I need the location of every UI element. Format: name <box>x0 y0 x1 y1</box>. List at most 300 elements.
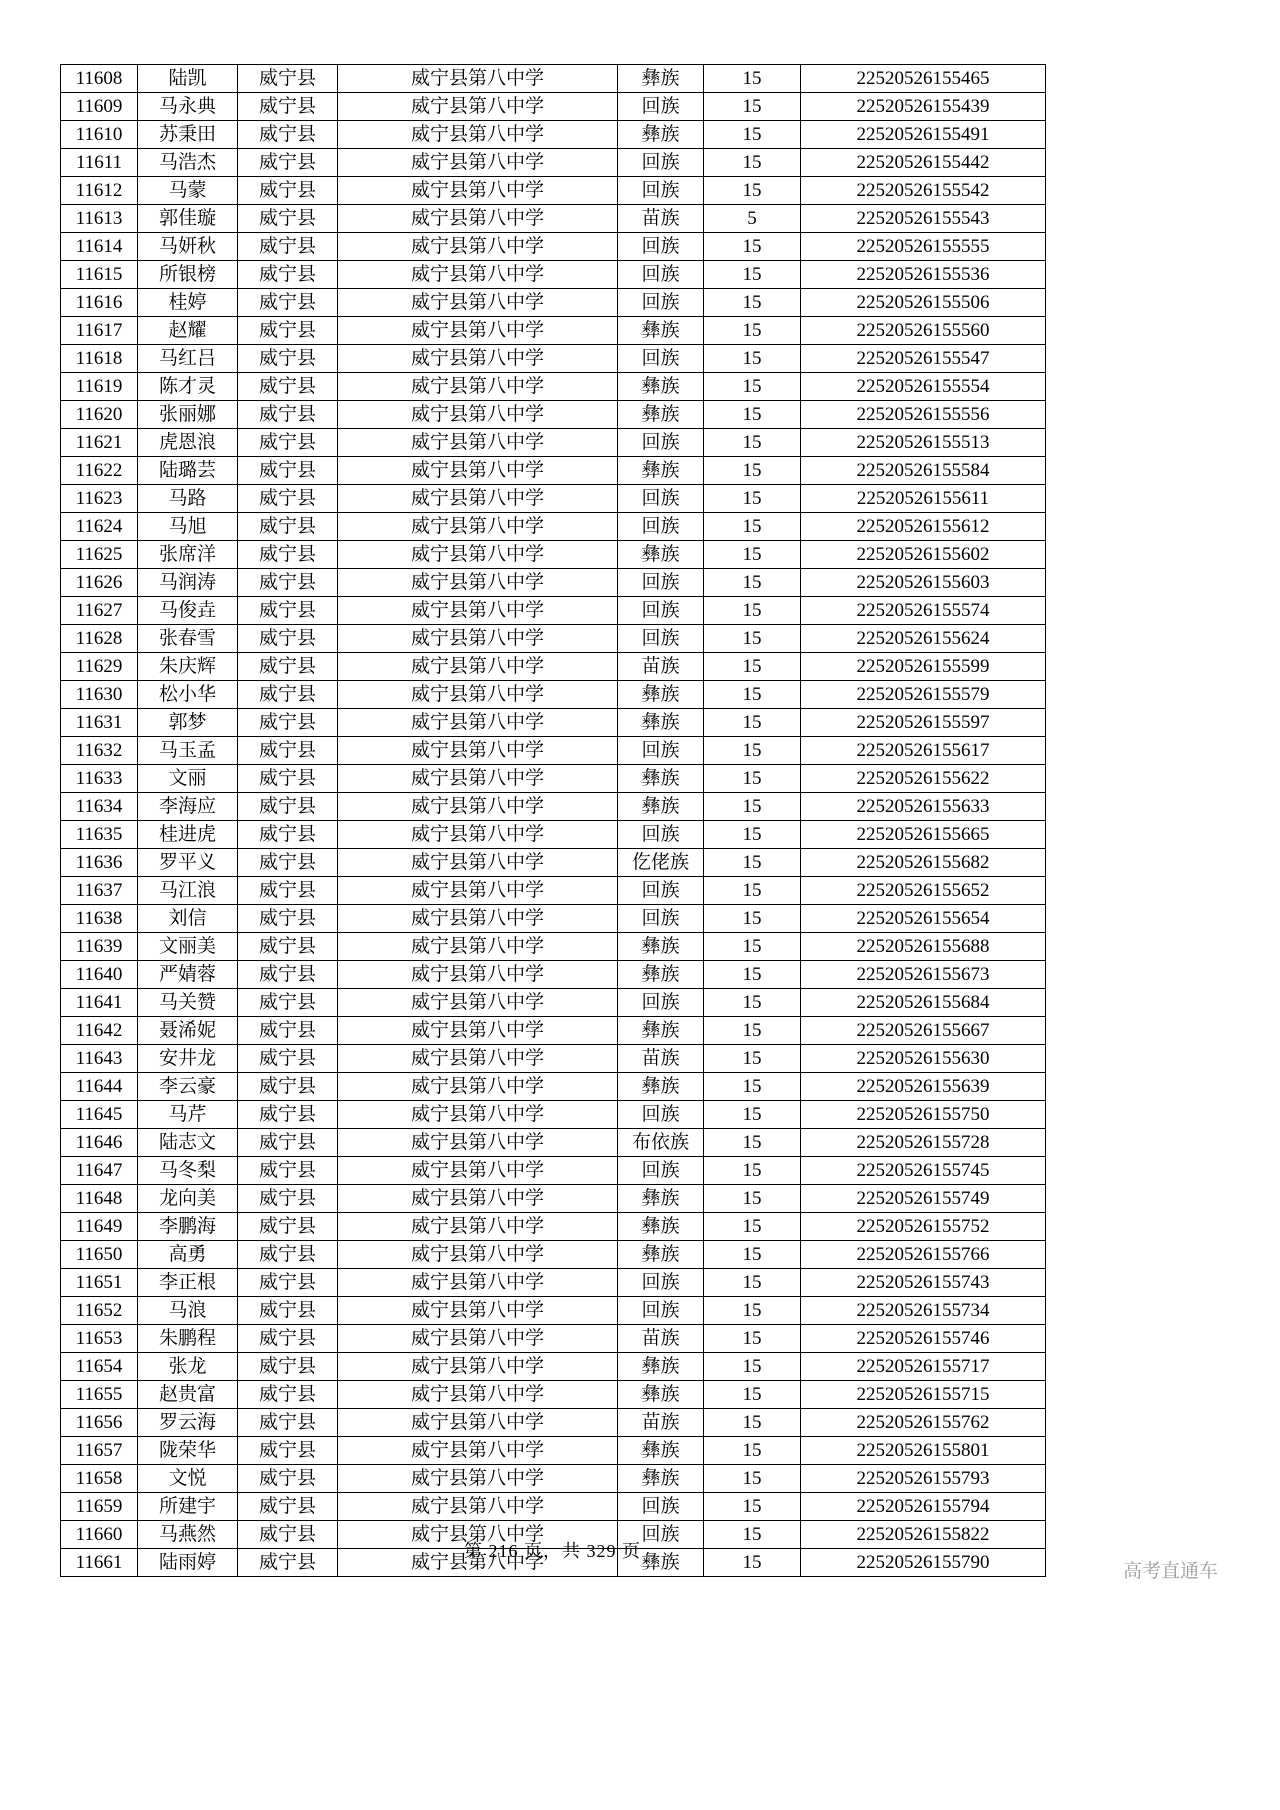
table-row <box>61 1325 1046 1353</box>
table-row <box>61 1073 1046 1101</box>
table-row <box>61 1129 1046 1157</box>
county-cell: 威宁县 <box>238 1045 338 1073</box>
school-cell: 威宁县第八中学 <box>338 429 618 457</box>
points-cell: 15 <box>704 1213 801 1241</box>
serial-cell: 11642 <box>61 1017 138 1045</box>
serial-cell: 11631 <box>61 709 138 737</box>
ethnicity-cell: 回族 <box>618 877 704 905</box>
exam-id-cell: 22520526155442 <box>801 149 1046 177</box>
table-row <box>61 457 1046 485</box>
county-cell: 威宁县 <box>238 765 338 793</box>
ethnicity-cell: 彝族 <box>618 121 704 149</box>
name-cell: 张丽娜 <box>138 401 238 429</box>
ethnicity-cell: 彝族 <box>618 1241 704 1269</box>
exam-id-cell: 22520526155715 <box>801 1381 1046 1409</box>
table-row <box>61 317 1046 345</box>
serial-cell: 11611 <box>61 149 138 177</box>
serial-cell: 11651 <box>61 1269 138 1297</box>
table-row <box>61 261 1046 289</box>
exam-id-cell: 22520526155633 <box>801 793 1046 821</box>
ethnicity-cell: 回族 <box>618 429 704 457</box>
table-row <box>61 653 1046 681</box>
school-cell: 威宁县第八中学 <box>338 849 618 877</box>
exam-id-cell: 22520526155560 <box>801 317 1046 345</box>
exam-id-cell: 22520526155506 <box>801 289 1046 317</box>
school-cell: 威宁县第八中学 <box>338 1157 618 1185</box>
points-cell: 15 <box>704 457 801 485</box>
school-cell: 威宁县第八中学 <box>338 765 618 793</box>
serial-cell: 11653 <box>61 1325 138 1353</box>
county-cell: 威宁县 <box>238 1493 338 1521</box>
table-row <box>61 989 1046 1017</box>
table-row <box>61 933 1046 961</box>
serial-cell: 11619 <box>61 373 138 401</box>
ethnicity-cell: 彝族 <box>618 401 704 429</box>
serial-cell: 11624 <box>61 513 138 541</box>
ethnicity-cell: 回族 <box>618 1297 704 1325</box>
table-row <box>61 205 1046 233</box>
table-row <box>61 541 1046 569</box>
name-cell: 李云豪 <box>138 1073 238 1101</box>
serial-cell: 11644 <box>61 1073 138 1101</box>
exam-id-cell: 22520526155603 <box>801 569 1046 597</box>
school-cell: 威宁县第八中学 <box>338 1521 618 1549</box>
points-cell: 15 <box>704 989 801 1017</box>
points-cell: 15 <box>704 1241 801 1269</box>
table-row <box>61 1409 1046 1437</box>
exam-id-cell: 22520526155743 <box>801 1269 1046 1297</box>
ethnicity-cell: 彝族 <box>618 765 704 793</box>
name-cell: 罗平义 <box>138 849 238 877</box>
exam-id-cell: 22520526155543 <box>801 205 1046 233</box>
name-cell: 高勇 <box>138 1241 238 1269</box>
serial-cell: 11615 <box>61 261 138 289</box>
name-cell: 马路 <box>138 485 238 513</box>
exam-id-cell: 22520526155554 <box>801 373 1046 401</box>
name-cell: 文丽美 <box>138 933 238 961</box>
points-cell: 15 <box>704 541 801 569</box>
table-row <box>61 1185 1046 1213</box>
table-row <box>61 905 1046 933</box>
school-cell: 威宁县第八中学 <box>338 261 618 289</box>
county-cell: 威宁县 <box>238 261 338 289</box>
county-cell: 威宁县 <box>238 1465 338 1493</box>
name-cell: 郭佳璇 <box>138 205 238 233</box>
name-cell: 桂婷 <box>138 289 238 317</box>
serial-cell: 11617 <box>61 317 138 345</box>
table-row <box>61 93 1046 121</box>
ethnicity-cell: 回族 <box>618 289 704 317</box>
table-row <box>61 625 1046 653</box>
points-cell: 15 <box>704 1157 801 1185</box>
serial-cell: 11657 <box>61 1437 138 1465</box>
name-cell: 陇荣华 <box>138 1437 238 1465</box>
school-cell: 威宁县第八中学 <box>338 345 618 373</box>
points-cell: 15 <box>704 1073 801 1101</box>
points-cell: 15 <box>704 933 801 961</box>
exam-id-cell: 22520526155752 <box>801 1213 1046 1241</box>
table-row <box>61 793 1046 821</box>
name-cell: 李鹏海 <box>138 1213 238 1241</box>
ethnicity-cell: 彝族 <box>618 1353 704 1381</box>
records-table <box>60 64 1046 1577</box>
county-cell: 威宁县 <box>238 1437 338 1465</box>
serial-cell: 11638 <box>61 905 138 933</box>
ethnicity-cell: 回族 <box>618 177 704 205</box>
ethnicity-cell: 回族 <box>618 233 704 261</box>
county-cell: 威宁县 <box>238 793 338 821</box>
name-cell: 所银榜 <box>138 261 238 289</box>
name-cell: 虎恩浪 <box>138 429 238 457</box>
name-cell: 赵耀 <box>138 317 238 345</box>
table-row <box>61 177 1046 205</box>
exam-id-cell: 22520526155624 <box>801 625 1046 653</box>
school-cell: 威宁县第八中学 <box>338 877 618 905</box>
serial-cell: 11640 <box>61 961 138 989</box>
name-cell: 陆璐芸 <box>138 457 238 485</box>
table-row <box>61 65 1046 93</box>
ethnicity-cell: 仡佬族 <box>618 849 704 877</box>
table-row <box>61 709 1046 737</box>
ethnicity-cell: 彝族 <box>618 961 704 989</box>
county-cell: 威宁县 <box>238 569 338 597</box>
exam-id-cell: 22520526155599 <box>801 653 1046 681</box>
school-cell: 威宁县第八中学 <box>338 1073 618 1101</box>
points-cell: 15 <box>704 149 801 177</box>
county-cell: 威宁县 <box>238 709 338 737</box>
points-cell: 15 <box>704 1325 801 1353</box>
points-cell: 15 <box>704 625 801 653</box>
county-cell: 威宁县 <box>238 289 338 317</box>
exam-id-cell: 22520526155584 <box>801 457 1046 485</box>
serial-cell: 11625 <box>61 541 138 569</box>
exam-id-cell: 22520526155762 <box>801 1409 1046 1437</box>
points-cell: 15 <box>704 177 801 205</box>
table-row <box>61 1101 1046 1129</box>
school-cell: 威宁县第八中学 <box>338 653 618 681</box>
name-cell: 刘信 <box>138 905 238 933</box>
county-cell: 威宁县 <box>238 653 338 681</box>
serial-cell: 11614 <box>61 233 138 261</box>
ethnicity-cell: 彝族 <box>618 1549 704 1577</box>
points-cell: 15 <box>704 1269 801 1297</box>
ethnicity-cell: 回族 <box>618 737 704 765</box>
county-cell: 威宁县 <box>238 1381 338 1409</box>
name-cell: 李海应 <box>138 793 238 821</box>
school-cell: 威宁县第八中学 <box>338 933 618 961</box>
name-cell: 张春雪 <box>138 625 238 653</box>
points-cell: 15 <box>704 1129 801 1157</box>
exam-id-cell: 22520526155622 <box>801 765 1046 793</box>
school-cell: 威宁县第八中学 <box>338 1353 618 1381</box>
county-cell: 威宁县 <box>238 933 338 961</box>
points-cell: 15 <box>704 513 801 541</box>
table-row <box>61 1493 1046 1521</box>
points-cell: 15 <box>704 1549 801 1577</box>
name-cell: 马旭 <box>138 513 238 541</box>
county-cell: 威宁县 <box>238 1409 338 1437</box>
ethnicity-cell: 回族 <box>618 1493 704 1521</box>
serial-cell: 11660 <box>61 1521 138 1549</box>
exam-id-cell: 22520526155513 <box>801 429 1046 457</box>
serial-cell: 11626 <box>61 569 138 597</box>
exam-id-cell: 22520526155617 <box>801 737 1046 765</box>
ethnicity-cell: 彝族 <box>618 1465 704 1493</box>
ethnicity-cell: 彝族 <box>618 1073 704 1101</box>
school-cell: 威宁县第八中学 <box>338 485 618 513</box>
school-cell: 威宁县第八中学 <box>338 1325 618 1353</box>
name-cell: 朱庆辉 <box>138 653 238 681</box>
table-row <box>61 737 1046 765</box>
points-cell: 15 <box>704 65 801 93</box>
ethnicity-cell: 回族 <box>618 569 704 597</box>
points-cell: 15 <box>704 289 801 317</box>
ethnicity-cell: 彝族 <box>618 457 704 485</box>
table-row <box>61 1437 1046 1465</box>
name-cell: 聂浠妮 <box>138 1017 238 1045</box>
ethnicity-cell: 彝族 <box>618 933 704 961</box>
county-cell: 威宁县 <box>238 681 338 709</box>
name-cell: 陆志文 <box>138 1129 238 1157</box>
ethnicity-cell: 布依族 <box>618 1129 704 1157</box>
school-cell: 威宁县第八中学 <box>338 961 618 989</box>
table-row <box>61 849 1046 877</box>
name-cell: 张龙 <box>138 1353 238 1381</box>
exam-id-cell: 22520526155491 <box>801 121 1046 149</box>
serial-cell: 11654 <box>61 1353 138 1381</box>
page-footer: 第 216 页，共 329 页 <box>464 1541 641 1561</box>
name-cell: 马关赞 <box>138 989 238 1017</box>
serial-cell: 11613 <box>61 205 138 233</box>
serial-cell: 11634 <box>61 793 138 821</box>
serial-cell: 11633 <box>61 765 138 793</box>
school-cell: 威宁县第八中学 <box>338 1381 618 1409</box>
serial-cell: 11627 <box>61 597 138 625</box>
points-cell: 5 <box>704 205 801 233</box>
school-cell: 威宁县第八中学 <box>338 65 618 93</box>
school-cell: 威宁县第八中学 <box>338 1045 618 1073</box>
school-cell: 威宁县第八中学 <box>338 1409 618 1437</box>
serial-cell: 11645 <box>61 1101 138 1129</box>
ethnicity-cell: 彝族 <box>618 681 704 709</box>
serial-cell: 11621 <box>61 429 138 457</box>
name-cell: 赵贵富 <box>138 1381 238 1409</box>
name-cell: 马蒙 <box>138 177 238 205</box>
serial-cell: 11608 <box>61 65 138 93</box>
school-cell: 威宁县第八中学 <box>338 681 618 709</box>
ethnicity-cell: 彝族 <box>618 317 704 345</box>
name-cell: 马俊垚 <box>138 597 238 625</box>
exam-id-cell: 22520526155439 <box>801 93 1046 121</box>
exam-id-cell: 22520526155612 <box>801 513 1046 541</box>
points-cell: 15 <box>704 1045 801 1073</box>
serial-cell: 11648 <box>61 1185 138 1213</box>
serial-cell: 11612 <box>61 177 138 205</box>
ethnicity-cell: 彝族 <box>618 373 704 401</box>
name-cell: 马妍秋 <box>138 233 238 261</box>
county-cell: 威宁县 <box>238 597 338 625</box>
county-cell: 威宁县 <box>238 1521 338 1549</box>
county-cell: 威宁县 <box>238 1073 338 1101</box>
exam-id-cell: 22520526155611 <box>801 485 1046 513</box>
county-cell: 威宁县 <box>238 485 338 513</box>
table-row <box>61 681 1046 709</box>
county-cell: 威宁县 <box>238 1241 338 1269</box>
name-cell: 罗云海 <box>138 1409 238 1437</box>
exam-id-cell: 22520526155749 <box>801 1185 1046 1213</box>
serial-cell: 11643 <box>61 1045 138 1073</box>
school-cell: 威宁县第八中学 <box>338 513 618 541</box>
county-cell: 威宁县 <box>238 821 338 849</box>
records-table-body <box>61 65 1046 1577</box>
county-cell: 威宁县 <box>238 177 338 205</box>
name-cell: 陆雨婷 <box>138 1549 238 1577</box>
county-cell: 威宁县 <box>238 1017 338 1045</box>
points-cell: 15 <box>704 1521 801 1549</box>
serial-cell: 11656 <box>61 1409 138 1437</box>
county-cell: 威宁县 <box>238 401 338 429</box>
table-row <box>61 877 1046 905</box>
county-cell: 威宁县 <box>238 345 338 373</box>
school-cell: 威宁县第八中学 <box>338 625 618 653</box>
points-cell: 15 <box>704 1493 801 1521</box>
ethnicity-cell: 回族 <box>618 989 704 1017</box>
name-cell: 张席洋 <box>138 541 238 569</box>
points-cell: 15 <box>704 793 801 821</box>
county-cell: 威宁县 <box>238 625 338 653</box>
table-row <box>61 289 1046 317</box>
county-cell: 威宁县 <box>238 205 338 233</box>
exam-id-cell: 22520526155574 <box>801 597 1046 625</box>
county-cell: 威宁县 <box>238 1549 338 1577</box>
points-cell: 15 <box>704 877 801 905</box>
name-cell: 马燕然 <box>138 1521 238 1549</box>
name-cell: 文丽 <box>138 765 238 793</box>
name-cell: 所建宇 <box>138 1493 238 1521</box>
school-cell: 威宁县第八中学 <box>338 1549 618 1577</box>
serial-cell: 11609 <box>61 93 138 121</box>
school-cell: 威宁县第八中学 <box>338 1269 618 1297</box>
table-row <box>61 1157 1046 1185</box>
school-cell: 威宁县第八中学 <box>338 93 618 121</box>
school-cell: 威宁县第八中学 <box>338 177 618 205</box>
ethnicity-cell: 彝族 <box>618 709 704 737</box>
name-cell: 陈才灵 <box>138 373 238 401</box>
points-cell: 15 <box>704 1017 801 1045</box>
table-row <box>61 1297 1046 1325</box>
county-cell: 威宁县 <box>238 989 338 1017</box>
serial-cell: 11655 <box>61 1381 138 1409</box>
serial-cell: 11641 <box>61 989 138 1017</box>
exam-id-cell: 22520526155542 <box>801 177 1046 205</box>
points-cell: 15 <box>704 485 801 513</box>
table-row <box>61 233 1046 261</box>
school-cell: 威宁县第八中学 <box>338 289 618 317</box>
points-cell: 15 <box>704 765 801 793</box>
county-cell: 威宁县 <box>238 1185 338 1213</box>
name-cell: 苏秉田 <box>138 121 238 149</box>
exam-id-cell: 22520526155688 <box>801 933 1046 961</box>
exam-id-cell: 22520526155717 <box>801 1353 1046 1381</box>
exam-id-cell: 22520526155652 <box>801 877 1046 905</box>
school-cell: 威宁县第八中学 <box>338 233 618 261</box>
ethnicity-cell: 彝族 <box>618 541 704 569</box>
county-cell: 威宁县 <box>238 233 338 261</box>
serial-cell: 11630 <box>61 681 138 709</box>
name-cell: 马浪 <box>138 1297 238 1325</box>
ethnicity-cell: 苗族 <box>618 1325 704 1353</box>
exam-id-cell: 22520526155766 <box>801 1241 1046 1269</box>
ethnicity-cell: 彝族 <box>618 1381 704 1409</box>
county-cell: 威宁县 <box>238 877 338 905</box>
exam-id-cell: 22520526155790 <box>801 1549 1046 1577</box>
points-cell: 15 <box>704 737 801 765</box>
table-row <box>61 149 1046 177</box>
points-cell: 15 <box>704 1381 801 1409</box>
name-cell: 陆凯 <box>138 65 238 93</box>
exam-id-cell: 22520526155654 <box>801 905 1046 933</box>
school-cell: 威宁县第八中学 <box>338 1437 618 1465</box>
table-row <box>61 1381 1046 1409</box>
table-row <box>61 1465 1046 1493</box>
county-cell: 威宁县 <box>238 737 338 765</box>
ethnicity-cell: 苗族 <box>618 1409 704 1437</box>
table-row <box>61 401 1046 429</box>
serial-cell: 11616 <box>61 289 138 317</box>
table-row <box>61 485 1046 513</box>
serial-cell: 11639 <box>61 933 138 961</box>
ethnicity-cell: 回族 <box>618 93 704 121</box>
table-row <box>61 1017 1046 1045</box>
county-cell: 威宁县 <box>238 1129 338 1157</box>
county-cell: 威宁县 <box>238 905 338 933</box>
serial-cell: 11647 <box>61 1157 138 1185</box>
points-cell: 15 <box>704 905 801 933</box>
serial-cell: 11622 <box>61 457 138 485</box>
name-cell: 严婧蓉 <box>138 961 238 989</box>
exam-id-cell: 22520526155801 <box>801 1437 1046 1465</box>
ethnicity-cell: 回族 <box>618 1269 704 1297</box>
points-cell: 15 <box>704 93 801 121</box>
points-cell: 15 <box>704 373 801 401</box>
exam-id-cell: 22520526155682 <box>801 849 1046 877</box>
exam-id-cell: 22520526155547 <box>801 345 1046 373</box>
name-cell: 郭梦 <box>138 709 238 737</box>
points-cell: 15 <box>704 1297 801 1325</box>
school-cell: 威宁县第八中学 <box>338 1129 618 1157</box>
ethnicity-cell: 回族 <box>618 345 704 373</box>
exam-id-cell: 22520526155555 <box>801 233 1046 261</box>
school-cell: 威宁县第八中学 <box>338 989 618 1017</box>
points-cell: 15 <box>704 821 801 849</box>
exam-id-cell: 22520526155793 <box>801 1465 1046 1493</box>
serial-cell: 11659 <box>61 1493 138 1521</box>
points-cell: 15 <box>704 1409 801 1437</box>
ethnicity-cell: 回族 <box>618 597 704 625</box>
school-cell: 威宁县第八中学 <box>338 1017 618 1045</box>
name-cell: 马润涛 <box>138 569 238 597</box>
serial-cell: 11623 <box>61 485 138 513</box>
serial-cell: 11649 <box>61 1213 138 1241</box>
exam-id-cell: 22520526155536 <box>801 261 1046 289</box>
school-cell: 威宁县第八中学 <box>338 905 618 933</box>
school-cell: 威宁县第八中学 <box>338 737 618 765</box>
ethnicity-cell: 回族 <box>618 1157 704 1185</box>
exam-id-cell: 22520526155665 <box>801 821 1046 849</box>
points-cell: 15 <box>704 1353 801 1381</box>
ethnicity-cell: 回族 <box>618 485 704 513</box>
points-cell: 15 <box>704 345 801 373</box>
